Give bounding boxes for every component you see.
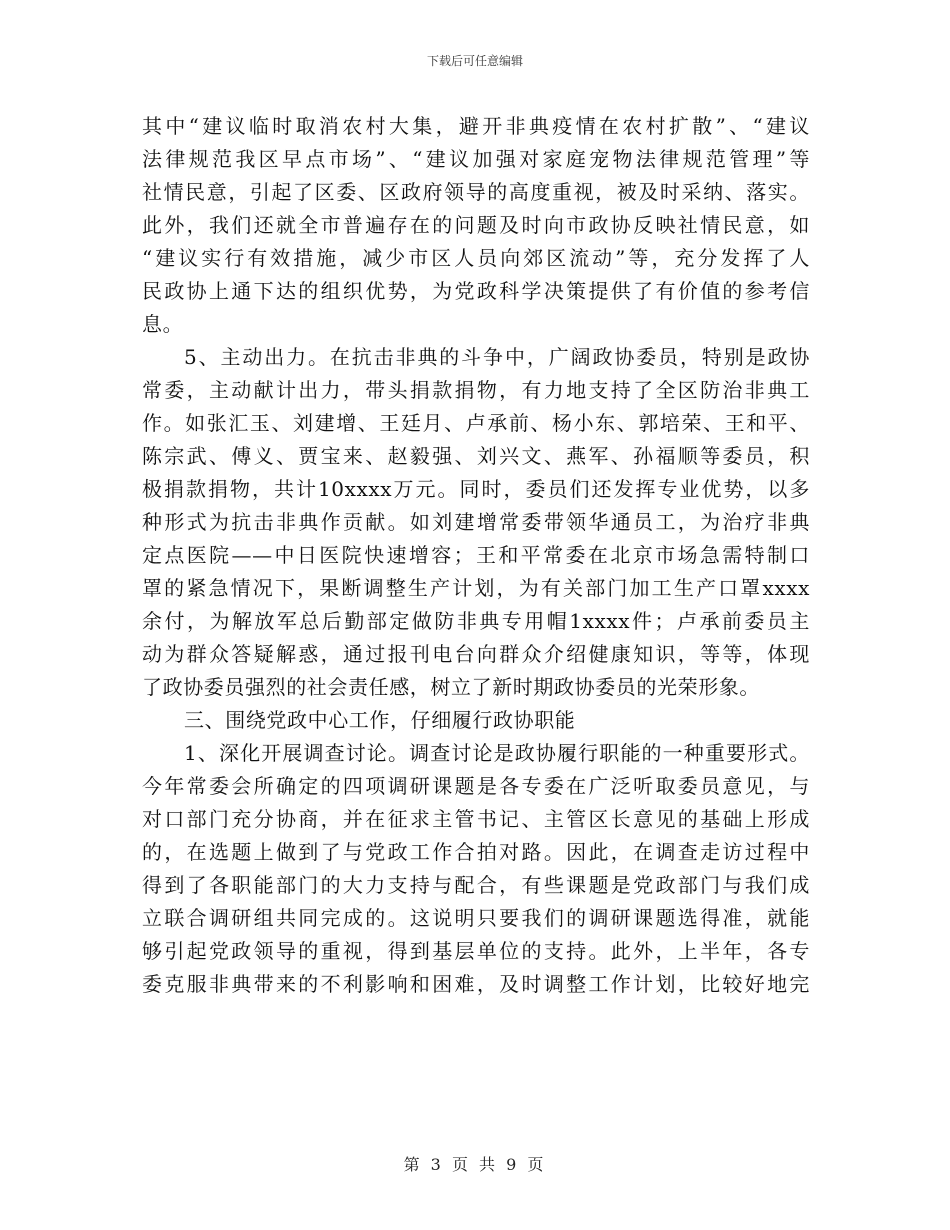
body-line: 常委，主动献计出力，带头捐款捐物，有力地支持了全区防治非典工 <box>142 378 810 402</box>
body-line: 极捐款捐物，共计10xxxx万元。同时，委员们还发挥专业优势，以多 <box>142 477 810 501</box>
body-line: 种形式为抗击非典作贡献。如刘建增常委带领华通员工，为治疗非典 <box>142 510 810 534</box>
body-line: 社情民意，引起了区委、区政府领导的高度重视，被及时采纳、落实。 <box>142 180 810 204</box>
body-line: 委克服非典带来的不利影响和困难，及时调整工作计划，比较好地完 <box>142 972 810 996</box>
body-line: 了政协委员强烈的社会责任感，树立了新时期政协委员的光荣形象。 <box>142 675 760 699</box>
page-number-footer: 第 3 页 共 9 页 <box>403 1155 547 1174</box>
body-line: 作。如张汇玉、刘建增、王廷月、卢承前、杨小东、郭培荣、王和平、 <box>142 411 810 435</box>
page-header: 下载后可任意编辑 <box>426 54 523 68</box>
body-line: 得到了各职能部门的大力支持与配合，有些课题是党政部门与我们成 <box>142 873 810 897</box>
body-line: “建议实行有效措施，减少市区人员向郊区流动”等，充分发挥了人 <box>142 246 810 270</box>
body-line: 法律规范我区早点市场”、“建议加强对家庭宠物法律规范管理”等 <box>142 147 810 171</box>
body-line: 动为群众答疑解惑，通过报刊电台向群众介绍健康知识，等等，体现 <box>142 642 810 666</box>
document-body <box>142 110 810 1001</box>
body-line: 定点医院——中日医院快速增容；王和平常委在北京市场急需特制口 <box>142 543 810 567</box>
paragraph-start-line: 5、主动出力。在抗击非典的斗争中，广阔政协委员，特别是政协 <box>184 345 810 369</box>
body-line: 立联合调研组共同完成的。这说明只要我们的调研课题选得准，就能 <box>142 906 810 930</box>
body-line: 其中“建议临时取消农村大集，避开非典疫情在农村扩散”、“建议 <box>142 114 810 138</box>
section-heading: 三、围绕党政中心工作，仔细履行政协职能 <box>184 708 576 732</box>
paragraph-start-line: 1、深化开展调查讨论。调查讨论是政协履行职能的一种重要形式。 <box>184 741 810 765</box>
body-line: 的，在选题上做到了与党政工作合拍对路。因此，在调查走访过程中 <box>142 840 810 864</box>
body-line: 够引起党政领导的重视，得到基层单位的支持。此外，上半年，各专 <box>142 939 810 963</box>
body-line: 此外，我们还就全市普遍存在的问题及时向市政协反映社情民意，如 <box>142 213 810 237</box>
body-line: 民政协上通下达的组织优势，为党政科学决策提供了有价值的参考信 <box>142 279 810 303</box>
body-line: 对口部门充分协商，并在征求主管书记、主管区长意见的基础上形成 <box>142 807 810 831</box>
body-line: 息。 <box>142 312 184 336</box>
body-line: 罩的紧急情况下，果断调整生产计划，为有关部门加工生产口罩xxxx <box>142 576 810 600</box>
body-line: 今年常委会所确定的四项调研课题是各专委在广泛听取委员意见，与 <box>142 774 810 798</box>
body-line: 余付，为解放军总后勤部定做防非典专用帽1xxxx件；卢承前委员主 <box>142 609 810 633</box>
body-line: 陈宗武、傅义、贾宝来、赵毅强、刘兴文、燕军、孙福顺等委员，积 <box>142 444 810 468</box>
